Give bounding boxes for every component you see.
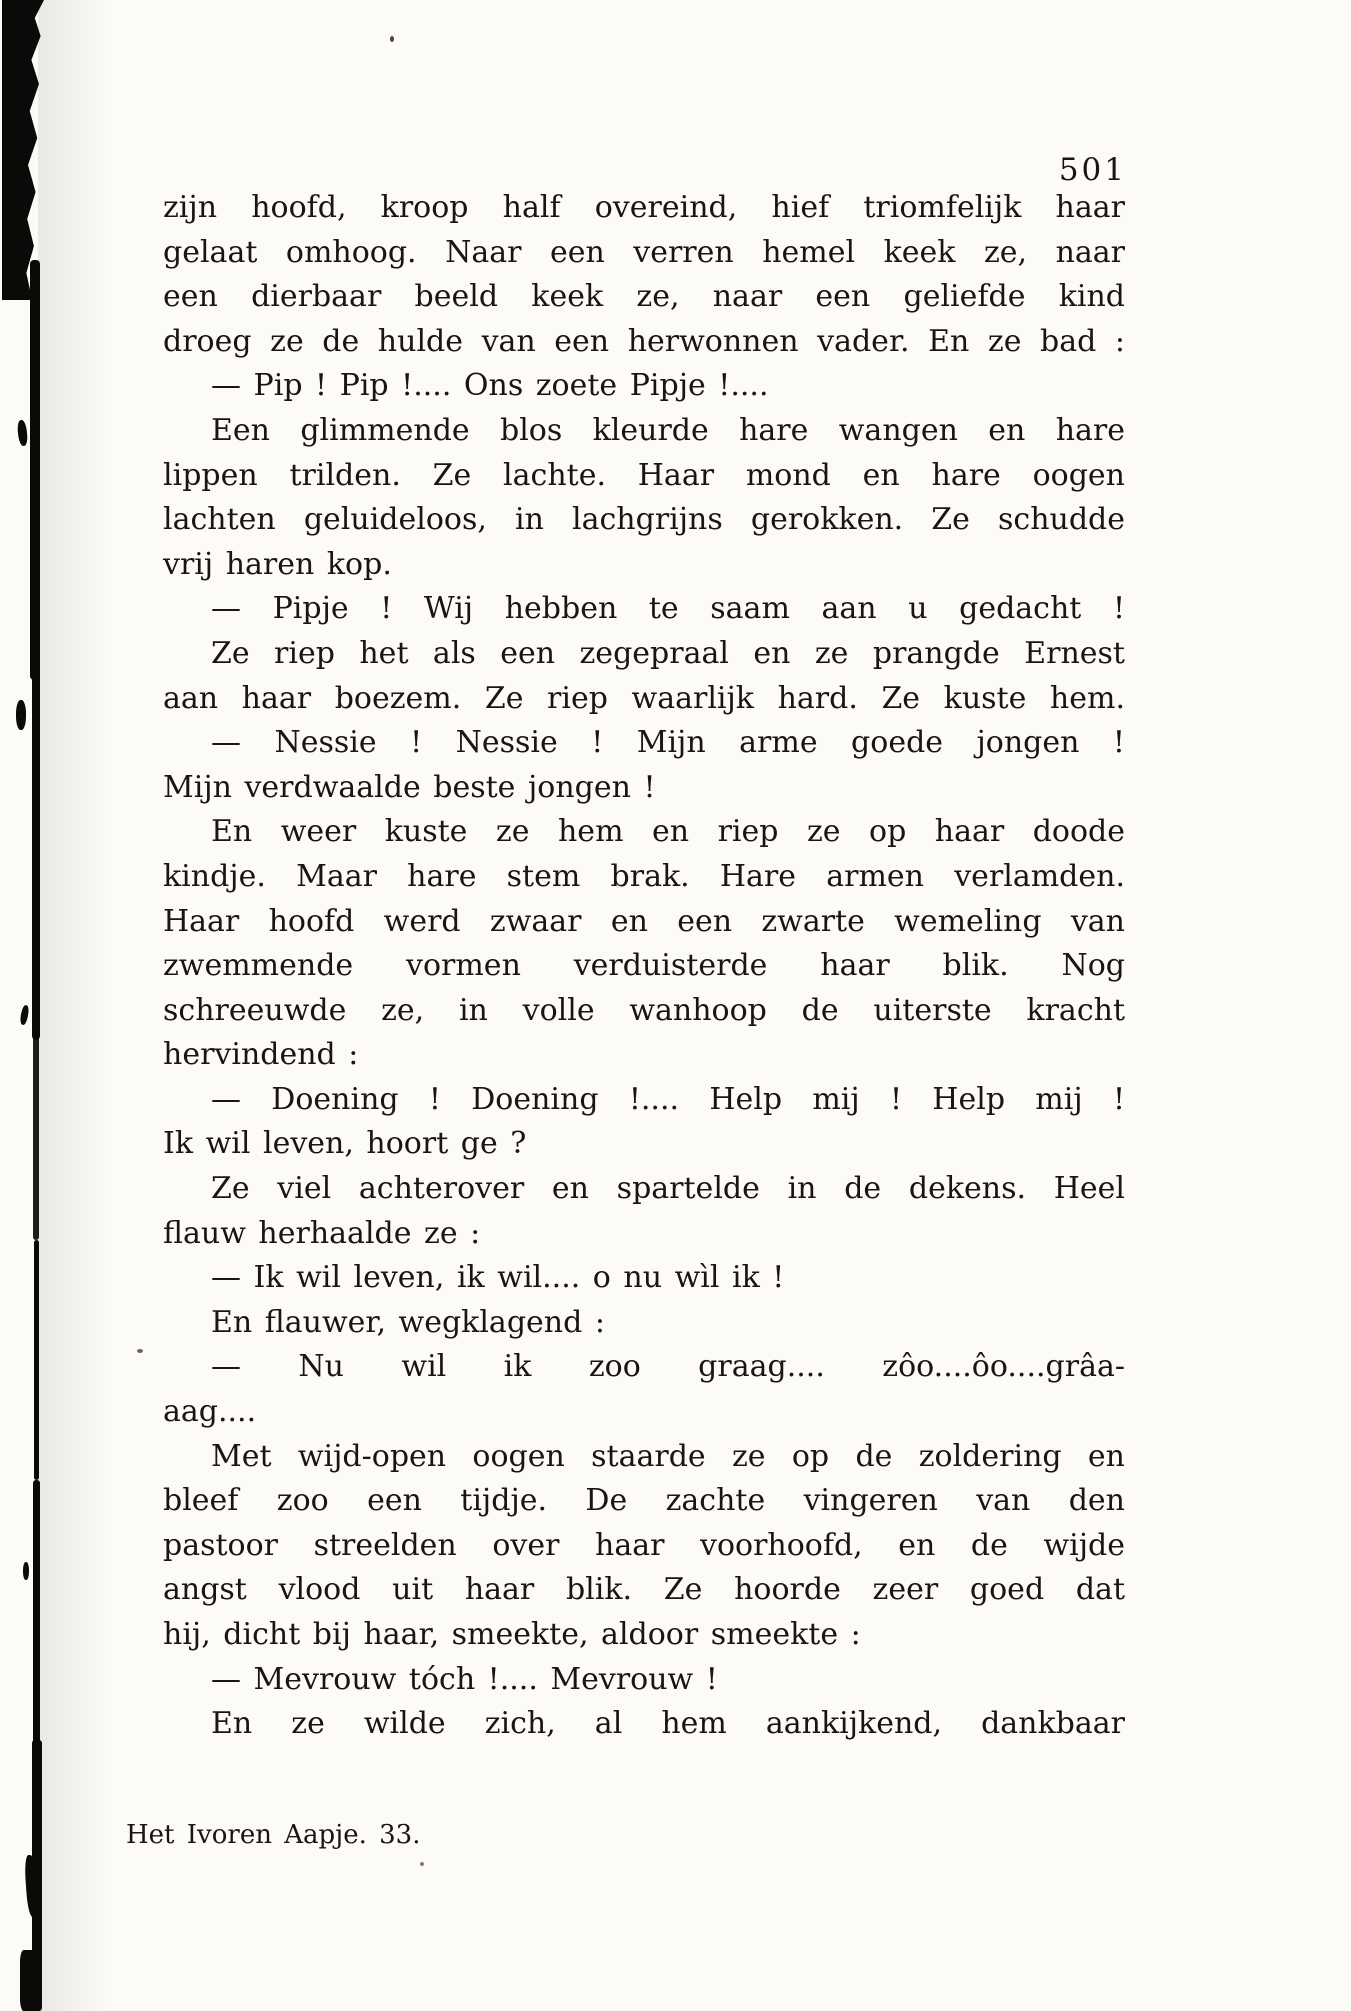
text-line: Haar hoofd werd zwaar en een zwarte wemeling van xyxy=(163,903,1125,939)
text-line: lachten geluideloos, in lachgrijns gerokken. Ze schudde xyxy=(163,502,1125,538)
text-line: En weer kuste ze hem en riep ze op haar doode xyxy=(211,814,1125,850)
text-line: droeg ze de hulde van een herwonnen vader. En ze bad : xyxy=(163,323,1125,359)
text-line: pastoor streelden over haar voorhoofd, en de wijde xyxy=(163,1527,1125,1563)
text-line: aan haar boezem. Ze riep waarlijk hard. Ze kuste hem. xyxy=(163,680,1125,716)
text-block xyxy=(163,186,1125,1747)
binding-line xyxy=(32,660,40,1040)
text-line: zijn hoofd, kroop half overeind, hief triomfelijk haar xyxy=(163,190,1125,225)
text-line: En flauwer, wegklagend : xyxy=(211,1304,605,1340)
text-line: hervindend : xyxy=(163,1037,359,1073)
text-line: angst vlood uit haar blik. Ze hoorde zeer goed dat xyxy=(163,1572,1125,1608)
text-line: En ze wilde zich, al hem aankijkend, dankbaar xyxy=(211,1706,1125,1742)
text-line: kindje. Maar hare stem brak. Hare armen verlamden. xyxy=(163,858,1125,894)
binding-blob xyxy=(23,1562,29,1580)
text-line: bleef zoo een tijdje. De zachte vingeren van den xyxy=(163,1483,1125,1519)
binding-line xyxy=(30,260,40,680)
text-line: schreeuwde ze, in volle wanhoop de uiterste kracht xyxy=(163,992,1125,1028)
text-line: — Mevrouw tóch !.... Mevrouw ! xyxy=(211,1661,718,1697)
text-line: aag.... xyxy=(163,1394,257,1430)
text-line: Ik wil leven, hoort ge ? xyxy=(163,1126,527,1162)
text-line: zwemmende vormen verduisterde haar blik. Nog xyxy=(163,948,1125,984)
text-line: een dierbaar beeld keek ze, naar een geliefde kind xyxy=(163,279,1125,315)
text-line: vrij haren kop. xyxy=(163,546,392,582)
text-line: Mijn verdwaalde beste jongen ! xyxy=(163,769,656,805)
book-binding-edge xyxy=(0,0,60,2011)
page-number: 501 xyxy=(1058,152,1127,188)
scan-speck xyxy=(420,1862,424,1866)
text-line: Ze riep het als een zegepraal en ze prangde Ernest xyxy=(211,635,1125,671)
binding-blob xyxy=(17,420,29,447)
binding-line xyxy=(33,1020,39,1240)
text-line: hij, dicht bij haar, smeekte, aldoor smeekte : xyxy=(163,1617,861,1652)
text-line: Ze viel achterover en spartelde in de dekens. Heel xyxy=(211,1171,1125,1207)
text-line: — Ik wil leven, ik wil.... o nu wìl ik ! xyxy=(211,1260,785,1296)
page-footer: Het Ivoren Aapje. 33. xyxy=(126,1820,421,1850)
text-line: Een glimmende blos kleurde hare wangen en hare xyxy=(211,412,1125,448)
binding-blob xyxy=(16,700,26,730)
text-line: — Doening ! Doening !.... Help mij ! Help mij ! xyxy=(211,1081,1125,1117)
text-line: — Pipje ! Wij hebben te saam aan u gedacht ! xyxy=(211,591,1125,627)
text-line: flauw herhaalde ze : xyxy=(163,1215,481,1251)
binding-blob xyxy=(19,1005,29,1026)
text-line: gelaat omhoog. Naar een verren hemel keek ze, naar xyxy=(163,234,1125,270)
scan-speck xyxy=(390,36,394,42)
binding-line xyxy=(33,1480,40,1760)
text-line: — Pip ! Pip !.... Ons zoete Pipje !.... xyxy=(211,368,769,404)
text-line: lippen trilden. Ze lachte. Haar mond en hare oogen xyxy=(163,457,1125,493)
text-line: — Nu wil ik zoo graag.... zôo....ôo....grâa- xyxy=(211,1349,1125,1385)
text-line: Met wijd-open oogen staarde ze op de zoldering en xyxy=(211,1438,1125,1474)
binding-blob xyxy=(20,1950,38,2011)
binding-line xyxy=(34,1240,39,1480)
binding-blob xyxy=(2,0,44,300)
scan-speck xyxy=(137,1349,143,1353)
text-line: — Nessie ! Nessie ! Mijn arme goede jongen ! xyxy=(211,725,1125,761)
